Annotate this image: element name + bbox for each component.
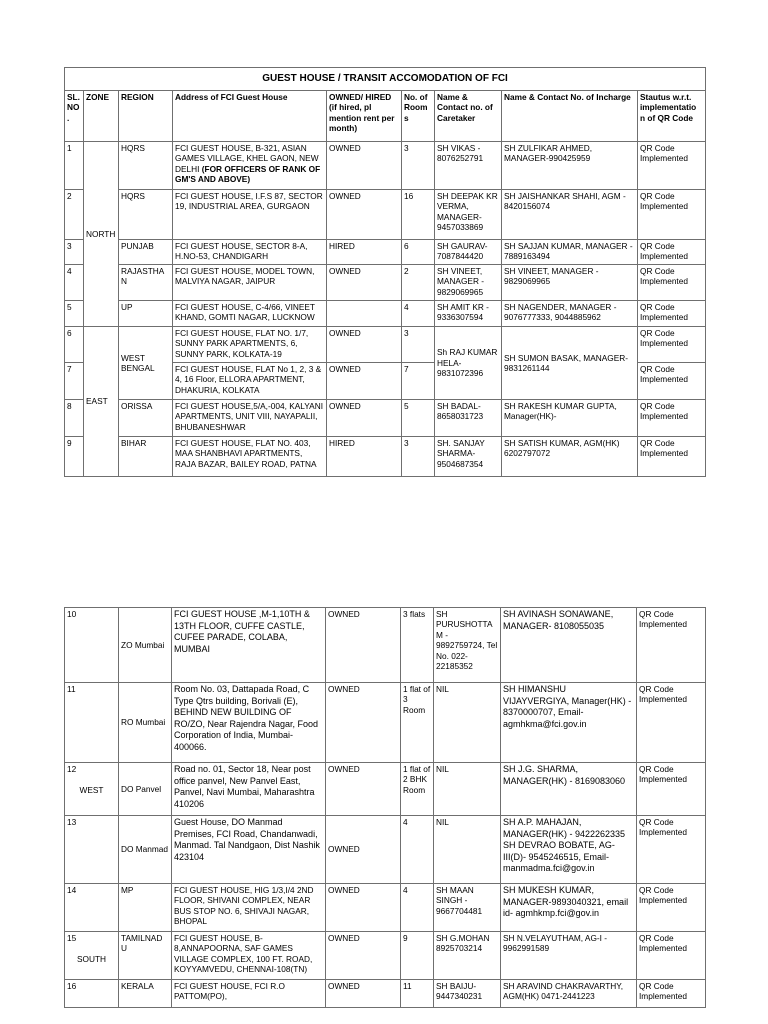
cell-caretaker: SH MAAN SINGH - 9667704481 — [434, 884, 501, 932]
cell-incharge: SH HIMANSHU VIJAYVERGIYA, Manager(HK) - 8370000707, Email- agmhkma@fci.gov.in — [501, 683, 637, 763]
header-qr-status: Stautus w.r.t. implementatio n of QR Code — [638, 91, 706, 142]
cell-region: ZO Mumbai — [119, 608, 172, 683]
cell-address: FCI GUEST HOUSE, FCI R.O PATTOM(PO), — [172, 980, 326, 1008]
cell-caretaker: SH PURUSHOTTA M - 9892759724, Tel No. 022-22185352 — [434, 608, 501, 683]
cell-status: QR Code Implemented — [638, 400, 706, 437]
cell-address: FCI GUEST HOUSE, HIG 1/3,I/4 2ND FLOOR, SHIVANI COMPLEX, NEAR BUS STOP NO. 6, SHIVAJI NAGAR, BHOPAL — [172, 884, 326, 932]
cell-sl — [65, 763, 119, 816]
cell-sl — [65, 932, 119, 980]
cell-incharge: SH SUMON BASAK, MANAGER- 9831261144 — [502, 327, 638, 400]
table-row — [65, 884, 706, 932]
cell-caretaker: SH BADAL- 8658031723 — [435, 400, 502, 437]
cell-region: HQRS — [119, 190, 173, 240]
table-row — [65, 190, 706, 240]
cell-address — [173, 142, 327, 190]
cell-status: QR Code Implemented — [637, 763, 706, 816]
cell-incharge: SH N.VELAYUTHAM, AG-I - 9962991589 — [501, 932, 637, 980]
table-row — [65, 763, 706, 816]
cell-status: QR Code Implemented — [638, 190, 706, 240]
cell-rooms: 3 — [402, 142, 435, 190]
cell-rooms: 7 — [402, 363, 435, 400]
cell-status: QR Code Implemented — [638, 327, 706, 363]
header-incharge: Name & Contact No. of Incharge — [502, 91, 638, 142]
cell-address: Room No. 03, Dattapada Road, C Type Qtrs building, Borivali (E), BEHIND NEW BUILDING OF RO/ZO, Near Rajendra Nagar, Food Corporation of India, Mumbai-400066. — [172, 683, 326, 763]
cell-incharge: SH J.G. SHARMA, MANAGER(HK) - 8169083060 — [501, 763, 637, 816]
cell-status: QR Code Implemented — [637, 932, 706, 980]
cell-caretaker: NIL — [434, 763, 501, 816]
cell-region: RO Mumbai — [119, 683, 172, 763]
cell-rooms: 6 — [402, 240, 435, 265]
table-row — [65, 816, 706, 884]
address-note: (FOR OFFICERS OF RANK OF GM'S AND ABOVE) — [175, 163, 321, 185]
zone-label: WEST — [79, 784, 104, 795]
sl-number: 15 — [67, 933, 77, 943]
cell-rooms: 4 — [401, 816, 434, 884]
cell-owned: HIRED — [327, 437, 402, 477]
cell-status: QR Code Implemented — [638, 437, 706, 477]
zone-cell: NORTH — [84, 142, 119, 327]
table-row — [65, 301, 706, 327]
cell-rooms: 16 — [402, 190, 435, 240]
header-sl-no: SL. NO . — [65, 91, 84, 142]
cell-incharge: SH MUKESH KUMAR, MANAGER-9893040321, email id- agmhkmp.fci@gov.in — [501, 884, 637, 932]
cell-incharge: SH SAJJAN KUMAR, MANAGER - 7889163494 — [502, 240, 638, 265]
cell-rooms: 3 — [402, 437, 435, 477]
cell-sl: 7 — [65, 363, 84, 400]
cell-sl: 3 — [65, 240, 84, 265]
cell-sl: 14 — [65, 884, 119, 932]
table-row — [65, 437, 706, 477]
cell-rooms: 5 — [402, 400, 435, 437]
cell-address: FCI GUEST HOUSE ,M-1,10TH & 13TH FLOOR, CUFFE CASTLE, CUFEE PARADE, COLABA, MUMBAI — [172, 608, 326, 683]
sl-number: 11 — [67, 684, 76, 694]
cell-region: TAMILNAD U — [119, 932, 172, 980]
cell-incharge: SH ZULFIKAR AHMED, MANAGER-990425959 — [502, 142, 638, 190]
cell-region: ORISSA — [119, 400, 173, 437]
cell-incharge: SH RAKESH KUMAR GUPTA, Manager(HK)- — [502, 400, 638, 437]
cell-caretaker: SH BAIJU- 9447340231 — [434, 980, 501, 1008]
cell-incharge: SH SATISH KUMAR, AGM(HK) 6202797072 — [502, 437, 638, 477]
cell-sl — [65, 683, 119, 763]
cell-owned: OWNED — [327, 400, 402, 437]
cell-address: FCI GUEST HOUSE, FLAT NO. 1/7, SUNNY PARK APARTMENTS, 6, SUNNY PARK, KOLKATA-19 — [173, 327, 327, 363]
table-row — [65, 240, 706, 265]
cell-rooms: 3 — [402, 327, 435, 363]
cell-incharge: SH ARAVIND CHAKRAVARTHY, AGM(HK) 0471-2441223 — [501, 980, 637, 1008]
cell-region: WEST BENGAL — [119, 327, 173, 400]
cell-owned: OWNED — [326, 683, 401, 763]
cell-address: FCI GUEST HOUSE, B-8,ANNAPOORNA, SAF GAMES VILLAGE COMPLEX, 100 FT. ROAD, KOYYAMVEDU, CHENNAI-108(TN) — [172, 932, 326, 980]
cell-caretaker: SH G.MOHAN 8925703214 — [434, 932, 501, 980]
header-address: Address of FCI Guest House — [173, 91, 327, 142]
header-owned-hired: OWNED/ HIRED (if hired, pl mention rent per month) — [327, 91, 402, 142]
cell-sl: 1 — [65, 142, 84, 190]
cell-address: FCI GUEST HOUSE, SECTOR 8-A, H.NO-53, CHANDIGARH — [173, 240, 327, 265]
cell-rooms: 4 — [402, 301, 435, 327]
cell-status: QR Code Implemented — [637, 884, 706, 932]
cell-sl: 13 — [65, 816, 119, 884]
cell-status: QR Code Implemented — [638, 240, 706, 265]
cell-caretaker: NIL — [434, 816, 501, 884]
cell-sl: 9 — [65, 437, 84, 477]
cell-incharge: SH VINEET, MANAGER - 9829069965 — [502, 265, 638, 301]
cell-owned: HIRED — [327, 240, 402, 265]
cell-caretaker: SH DEEPAK KR VERMA, MANAGER-9457033869 — [435, 190, 502, 240]
cell-status: QR Code Implemented — [637, 608, 706, 683]
zone-cell: EAST — [84, 327, 119, 477]
cell-owned: OWNED — [326, 816, 401, 884]
cell-incharge: SH JAISHANKAR SHAHI, AGM - 8420156074 — [502, 190, 638, 240]
cell-sl: 8 — [65, 400, 84, 437]
address-text: FCI GUEST HOUSE, B-321, ASIAN GAMES VILLAGE, KHEL GAON, NEW DELHI — [175, 143, 319, 174]
cell-caretaker: SH VIKAS - 8076252791 — [435, 142, 502, 190]
cell-address: FCI GUEST HOUSE, C-4/66, VINEET KHAND, GOMTI NAGAR, LUCKNOW — [173, 301, 327, 327]
cell-caretaker: SH. SANJAY SHARMA- 9504687354 — [435, 437, 502, 477]
cell-address: FCI GUEST HOUSE, FLAT No 1, 2, 3 & 4, 16 Floor, ELLORA APARTMENT, DHAKURIA, KOLKATA — [173, 363, 327, 400]
cell-owned: OWNED — [327, 363, 402, 400]
cell-region: MP — [119, 884, 172, 932]
cell-sl: 4 — [65, 265, 84, 301]
cell-rooms: 1 flat of 3 Room — [401, 683, 434, 763]
cell-status: QR Code Implemented — [637, 683, 706, 763]
cell-incharge: SH NAGENDER, MANAGER - 9076777333, 9044885962 — [502, 301, 638, 327]
table-row — [65, 327, 706, 363]
cell-owned: OWNED — [327, 142, 402, 190]
table-row — [65, 265, 706, 301]
cell-owned: OWNED — [327, 190, 402, 240]
cell-sl: 6 — [65, 327, 84, 363]
cell-status: QR Code Implemented — [638, 301, 706, 327]
cell-rooms: 4 — [401, 884, 434, 932]
table-title: GUEST HOUSE / TRANSIT ACCOMODATION OF FCI — [65, 68, 706, 91]
cell-region: UP — [119, 301, 173, 327]
table-row — [65, 400, 706, 437]
cell-caretaker: Sh RAJ KUMAR HELA- 9831072396 — [435, 327, 502, 400]
header-rooms: No. of Room s — [402, 91, 435, 142]
cell-address: Road no. 01, Sector 18, Near post office panvel, New Panvel East, Panvel, Navi Mumbai, Maharashtra 410206 — [172, 763, 326, 816]
header-region: REGION — [119, 91, 173, 142]
table-row — [65, 932, 706, 980]
cell-region: HQRS — [119, 142, 173, 190]
cell-incharge: SH AVINASH SONAWANE, MANAGER- 8108055035 — [501, 608, 637, 683]
header-row — [65, 91, 706, 142]
cell-caretaker: NIL — [434, 683, 501, 763]
cell-status: QR Code Implemented — [638, 265, 706, 301]
cell-region: DO Panvel — [119, 763, 172, 816]
cell-caretaker: SH VINEET, MANAGER - 9829069965 — [435, 265, 502, 301]
table-row — [65, 608, 706, 683]
cell-owned — [327, 301, 402, 327]
cell-owned: OWNED — [327, 265, 402, 301]
cell-owned: OWNED — [326, 608, 401, 683]
header-zone: ZONE — [84, 91, 119, 142]
cell-rooms: 11 — [401, 980, 434, 1008]
cell-region: DO Manmad — [119, 816, 172, 884]
cell-owned: OWNED — [326, 980, 401, 1008]
cell-owned: OWNED — [327, 327, 402, 363]
cell-address: FCI GUEST HOUSE, FLAT NO. 403, MAA SHANBHAVI APARTMENTS, RAJA BAZAR, BAILEY ROAD, PATNA — [173, 437, 327, 477]
cell-owned: OWNED — [326, 884, 401, 932]
cell-caretaker: SH GAURAV- 7087844420 — [435, 240, 502, 265]
header-caretaker: Name & Contact no. of Caretaker — [435, 91, 502, 142]
cell-status: QR Code Implemented — [637, 980, 706, 1008]
cell-status: QR Code Implemented — [638, 363, 706, 400]
cell-rooms: 2 — [402, 265, 435, 301]
cell-rooms: 9 — [401, 932, 434, 980]
guest-house-table-part1 — [64, 67, 706, 477]
cell-address: FCI GUEST HOUSE,5/A,-004, KALYANI APARTMENTS, UNIT VIII, NAYAPALII, BHUBANESHWAR — [173, 400, 327, 437]
cell-address: FCI GUEST HOUSE, MODEL TOWN, MALVIYA NAGAR, JAIPUR — [173, 265, 327, 301]
guest-house-table-part2 — [64, 607, 706, 1008]
sl-number: 12 — [67, 764, 77, 774]
table-row — [65, 142, 706, 190]
zone-label: SOUTH — [76, 953, 107, 964]
cell-rooms: 1 flat of 2 BHK Room — [401, 763, 434, 816]
cell-address: FCI GUEST HOUSE, I.F.S 87, SECTOR 19, INDUSTRIAL AREA, GURGAON — [173, 190, 327, 240]
cell-status: QR Code Implemented — [637, 816, 706, 884]
cell-owned: OWNED — [326, 763, 401, 816]
cell-sl: 2 — [65, 190, 84, 240]
cell-caretaker: SH AMIT KR - 9336307594 — [435, 301, 502, 327]
cell-status: QR Code Implemented — [638, 142, 706, 190]
cell-region: PUNJAB — [119, 240, 173, 265]
cell-incharge: SH A.P. MAHAJAN, MANAGER(HK) - 9422262335 SH DEVRAO BOBATE, AG-III(D)- 9545246515, Email- manmadma.fci@gov.in — [501, 816, 637, 884]
cell-region: BIHAR — [119, 437, 173, 477]
table-row — [65, 683, 706, 763]
cell-address: Guest House, DO Manmad Premises, FCI Road, Chandanwadi, Manmad. Tal Nandgaon, Dist Nashik 423104 — [172, 816, 326, 884]
cell-sl: 5 — [65, 301, 84, 327]
cell-rooms: 3 flats — [401, 608, 434, 683]
table-row — [65, 980, 706, 1008]
cell-owned: OWNED — [326, 932, 401, 980]
cell-sl: 16 — [65, 980, 119, 1008]
cell-region: RAJASTHAN — [119, 265, 173, 301]
cell-region: KERALA — [119, 980, 172, 1008]
cell-sl: 10 — [65, 608, 119, 683]
